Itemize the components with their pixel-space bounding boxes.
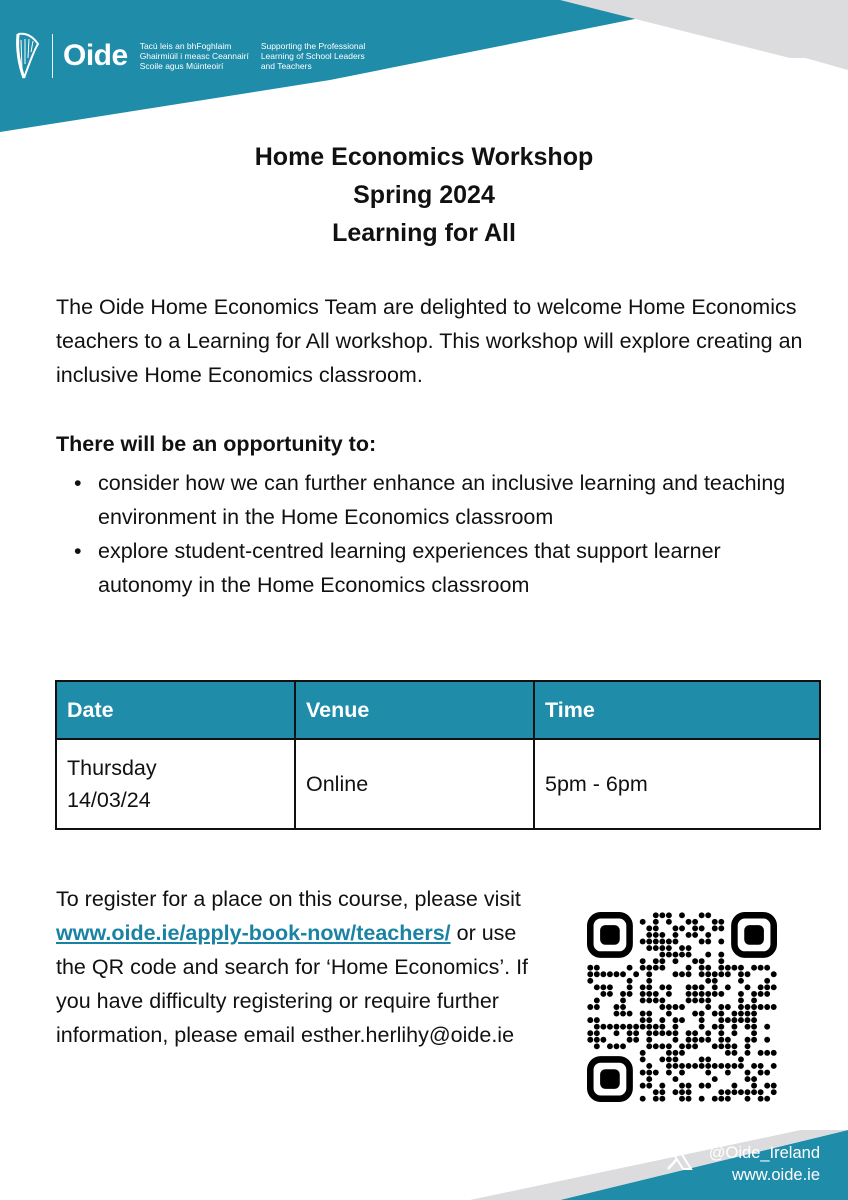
table-row: [56, 739, 820, 829]
tagline-english: Supporting the Professional Learning of School Leaders and Teachers: [260, 41, 366, 71]
title-line-2: Spring 2024: [353, 181, 495, 209]
registration-paragraph: To register for a place on this course, please visit www.oide.ie/apply-book-now/teachers/ or use the QR code and search for ‘Home Economics’. If you have difficulty registering or require further information, please email esther.herlihy@oide.ie: [56, 887, 529, 1047]
list-item: • explore student-centred learning experiences that support learner autonomy in the Home Economics classroom: [56, 534, 816, 602]
header-venue: Venue: [295, 681, 534, 739]
opportunity-list: [56, 466, 816, 602]
cell-venue: Online: [295, 739, 534, 829]
list-item: • consider how we can further enhance an inclusive learning and teaching environment in the Home Economics classroom: [56, 466, 816, 534]
footer-website[interactable]: www.oide.ie: [731, 1166, 820, 1184]
brand-name: Oide: [63, 39, 128, 72]
twitter-handle[interactable]: @Oide_Ireland: [708, 1144, 820, 1162]
schedule-table: [55, 680, 821, 830]
footer-social: [709, 1142, 820, 1186]
page-title: [0, 138, 848, 252]
opportunity-heading: There will be an opportunity to:: [56, 432, 377, 456]
oide-logo: [12, 28, 377, 84]
logo-divider: [52, 34, 53, 78]
qr-code[interactable]: [587, 912, 777, 1102]
cell-time: 5pm - 6pm: [534, 739, 820, 829]
title-line-3: Learning for All: [332, 219, 516, 247]
intro-paragraph: The Oide Home Economics Team are delighted to welcome Home Economics teachers to a Learning for All workshop. This workshop will explore creating an inclusive Home Economics classroom.: [56, 295, 803, 387]
header-date: Date: [56, 681, 295, 739]
bullet-icon: •: [74, 471, 82, 495]
title-line-1: Home Economics Workshop: [254, 143, 594, 171]
registration-link[interactable]: www.oide.ie/apply-book-now/teachers/: [56, 921, 451, 945]
bullet-icon: •: [74, 539, 82, 563]
tagline-irish: Tacú leis an bhFoghlaim Ghairmiúil i measc Ceannairí Scoile agus Múinteoirí: [139, 41, 249, 71]
harp-icon: [12, 30, 42, 82]
x-logo-icon: [664, 1142, 694, 1172]
table-header-row: [56, 681, 820, 739]
header-time: Time: [534, 681, 820, 739]
cell-date: Thursday 14/03/24: [56, 739, 295, 829]
